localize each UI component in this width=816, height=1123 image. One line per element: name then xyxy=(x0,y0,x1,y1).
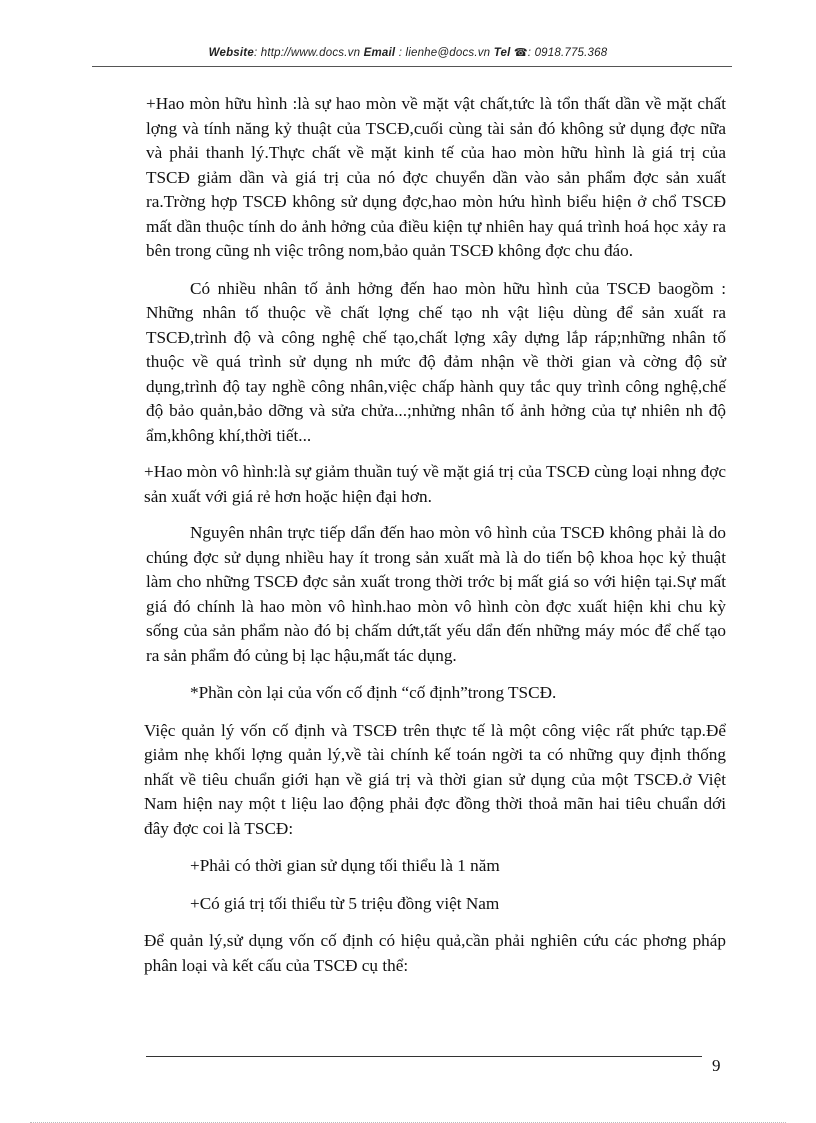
paragraph-management: Việc quản lý vốn cố định và TSCĐ trên thực tế là một công việc rất phức tạp.Để giảm nhẹ khối lợng quản lý,về tài chính kế toán ngời ta có những quy định thống nhất về tiêu chuẩn giới hạn về giá trị và thời gian sử dụng của một TSCĐ.ở Việt Nam hiện nay một t liệu lao động phải đợc đồng thời thoả mãn hai tiêu chuẩn dới đây đợc coi là TSCĐ: xyxy=(144,720,726,838)
page-number: 9 xyxy=(712,1056,721,1075)
tel-number: : 0918.775.368 xyxy=(527,47,608,59)
criterion-min-value: +Có giá trị tối thiểu từ 5 triệu đồng việt Nam xyxy=(190,893,500,913)
paragraph-tangible-factors: Có nhiều nhân tố ảnh hởng đến hao mòn hữu hình của TSCĐ baogồm : Những nhân tố thuộc về chất lợng chế tạo nh vật liệu dùng để sản xuất ra TSCĐ,trình độ và công nghệ chế tạo,chất lợng xây dựng lắp ráp;những nhân tố thuộc về quá trình sử dụng nh mức độ đảm nhận về thời gian và cờng độ sử dụng,trình độ tay nghề công nhân,việc chấp hành quy tắc quy trình công nghệ,chế độ bảo quản,bảo dỡng và sửa chửa...;nhửng nhân tố ảnh hởng của tự nhiên nh độ ẩm,không khí,thời tiết... xyxy=(146,278,726,445)
website-url[interactable]: : http://www.docs.vn xyxy=(253,47,364,59)
document-body xyxy=(146,92,726,978)
email-label: Email xyxy=(363,47,396,59)
footer-divider xyxy=(146,1056,702,1057)
tel-label: Tel xyxy=(493,47,511,59)
phone-icon: ☎ xyxy=(513,47,528,59)
paragraph-intangible-causes: Nguyên nhân trực tiếp dẩn đến hao mòn vô hình của TSCĐ không phải là do chúng đợc sử dụng nhiều hay ít trong sản xuất mà là do tiến bộ khoa học kỷ thuật làm cho những TSCĐ đợc sản xuất trong thời trớc bị mất giá so với hiện tại.Sự mất giá đó chính là hao mòn vô hình.hao mòn vô hình còn đợc xuất hiện khi chu kỳ sống của sản phẩm nào đó bị chấm dứt,tất yếu dẩn đến những máy móc để chế tạo ra sản phẩm đó củng bị lạc hậu,mất tác dụng. xyxy=(146,523,726,665)
header-divider xyxy=(92,66,732,67)
paragraph-classification: Để quản lý,sử dụng vốn cố định có hiệu quả,cần phải nghiên cứu các phơng pháp phân loại và kết cấu của TSCĐ cụ thể: xyxy=(144,931,726,975)
criterion-usage-time: +Phải có thời gian sử dụng tối thiểu là 1 năm xyxy=(190,856,500,875)
paragraph-intangible-wear: +Hao mòn vô hình:là sự giảm thuần tuý về mặt giá trị của TSCĐ cùng loại nhng đợc sản xuất với giá rẻ hơn hoặc hiện đại hơn. xyxy=(144,462,726,506)
website-label: Website xyxy=(208,47,254,59)
page-header xyxy=(0,46,816,59)
paragraph-remaining-capital: *Phần còn lại của vốn cố định “cố định”trong TSCĐ. xyxy=(190,683,557,702)
email-address[interactable]: : lienhe@docs.vn xyxy=(395,47,494,59)
paragraph-tangible-wear: +Hao mòn hữu hình :là sự hao mòn về mặt vật chất,tức là tổn thất dần về mặt chất lợng và tính năng kỷ thuật của TSCĐ,cuối cùng tài sản đó không sử dụng đợc nữa và phải thanh lý.Thực chất về mặt kinh tế của hao mòn hữu hình là giá trị của TSCĐ giảm dần và giá trị của nó đợc chuyển dần vào sản phẩm đợc sản xuất ra.Trờng hợp TSCĐ không sử dụng đợc,hao mòn hứu hình biểu hiện ở chổ TSCĐ mất dần thuộc tính do ảnh hởng của điều kiện tự nhiên hay quá trình hoá học xảy ra bên trong cũng nh việc trông nom,bảo quản TSCĐ không đợc chu đáo. xyxy=(146,94,726,260)
